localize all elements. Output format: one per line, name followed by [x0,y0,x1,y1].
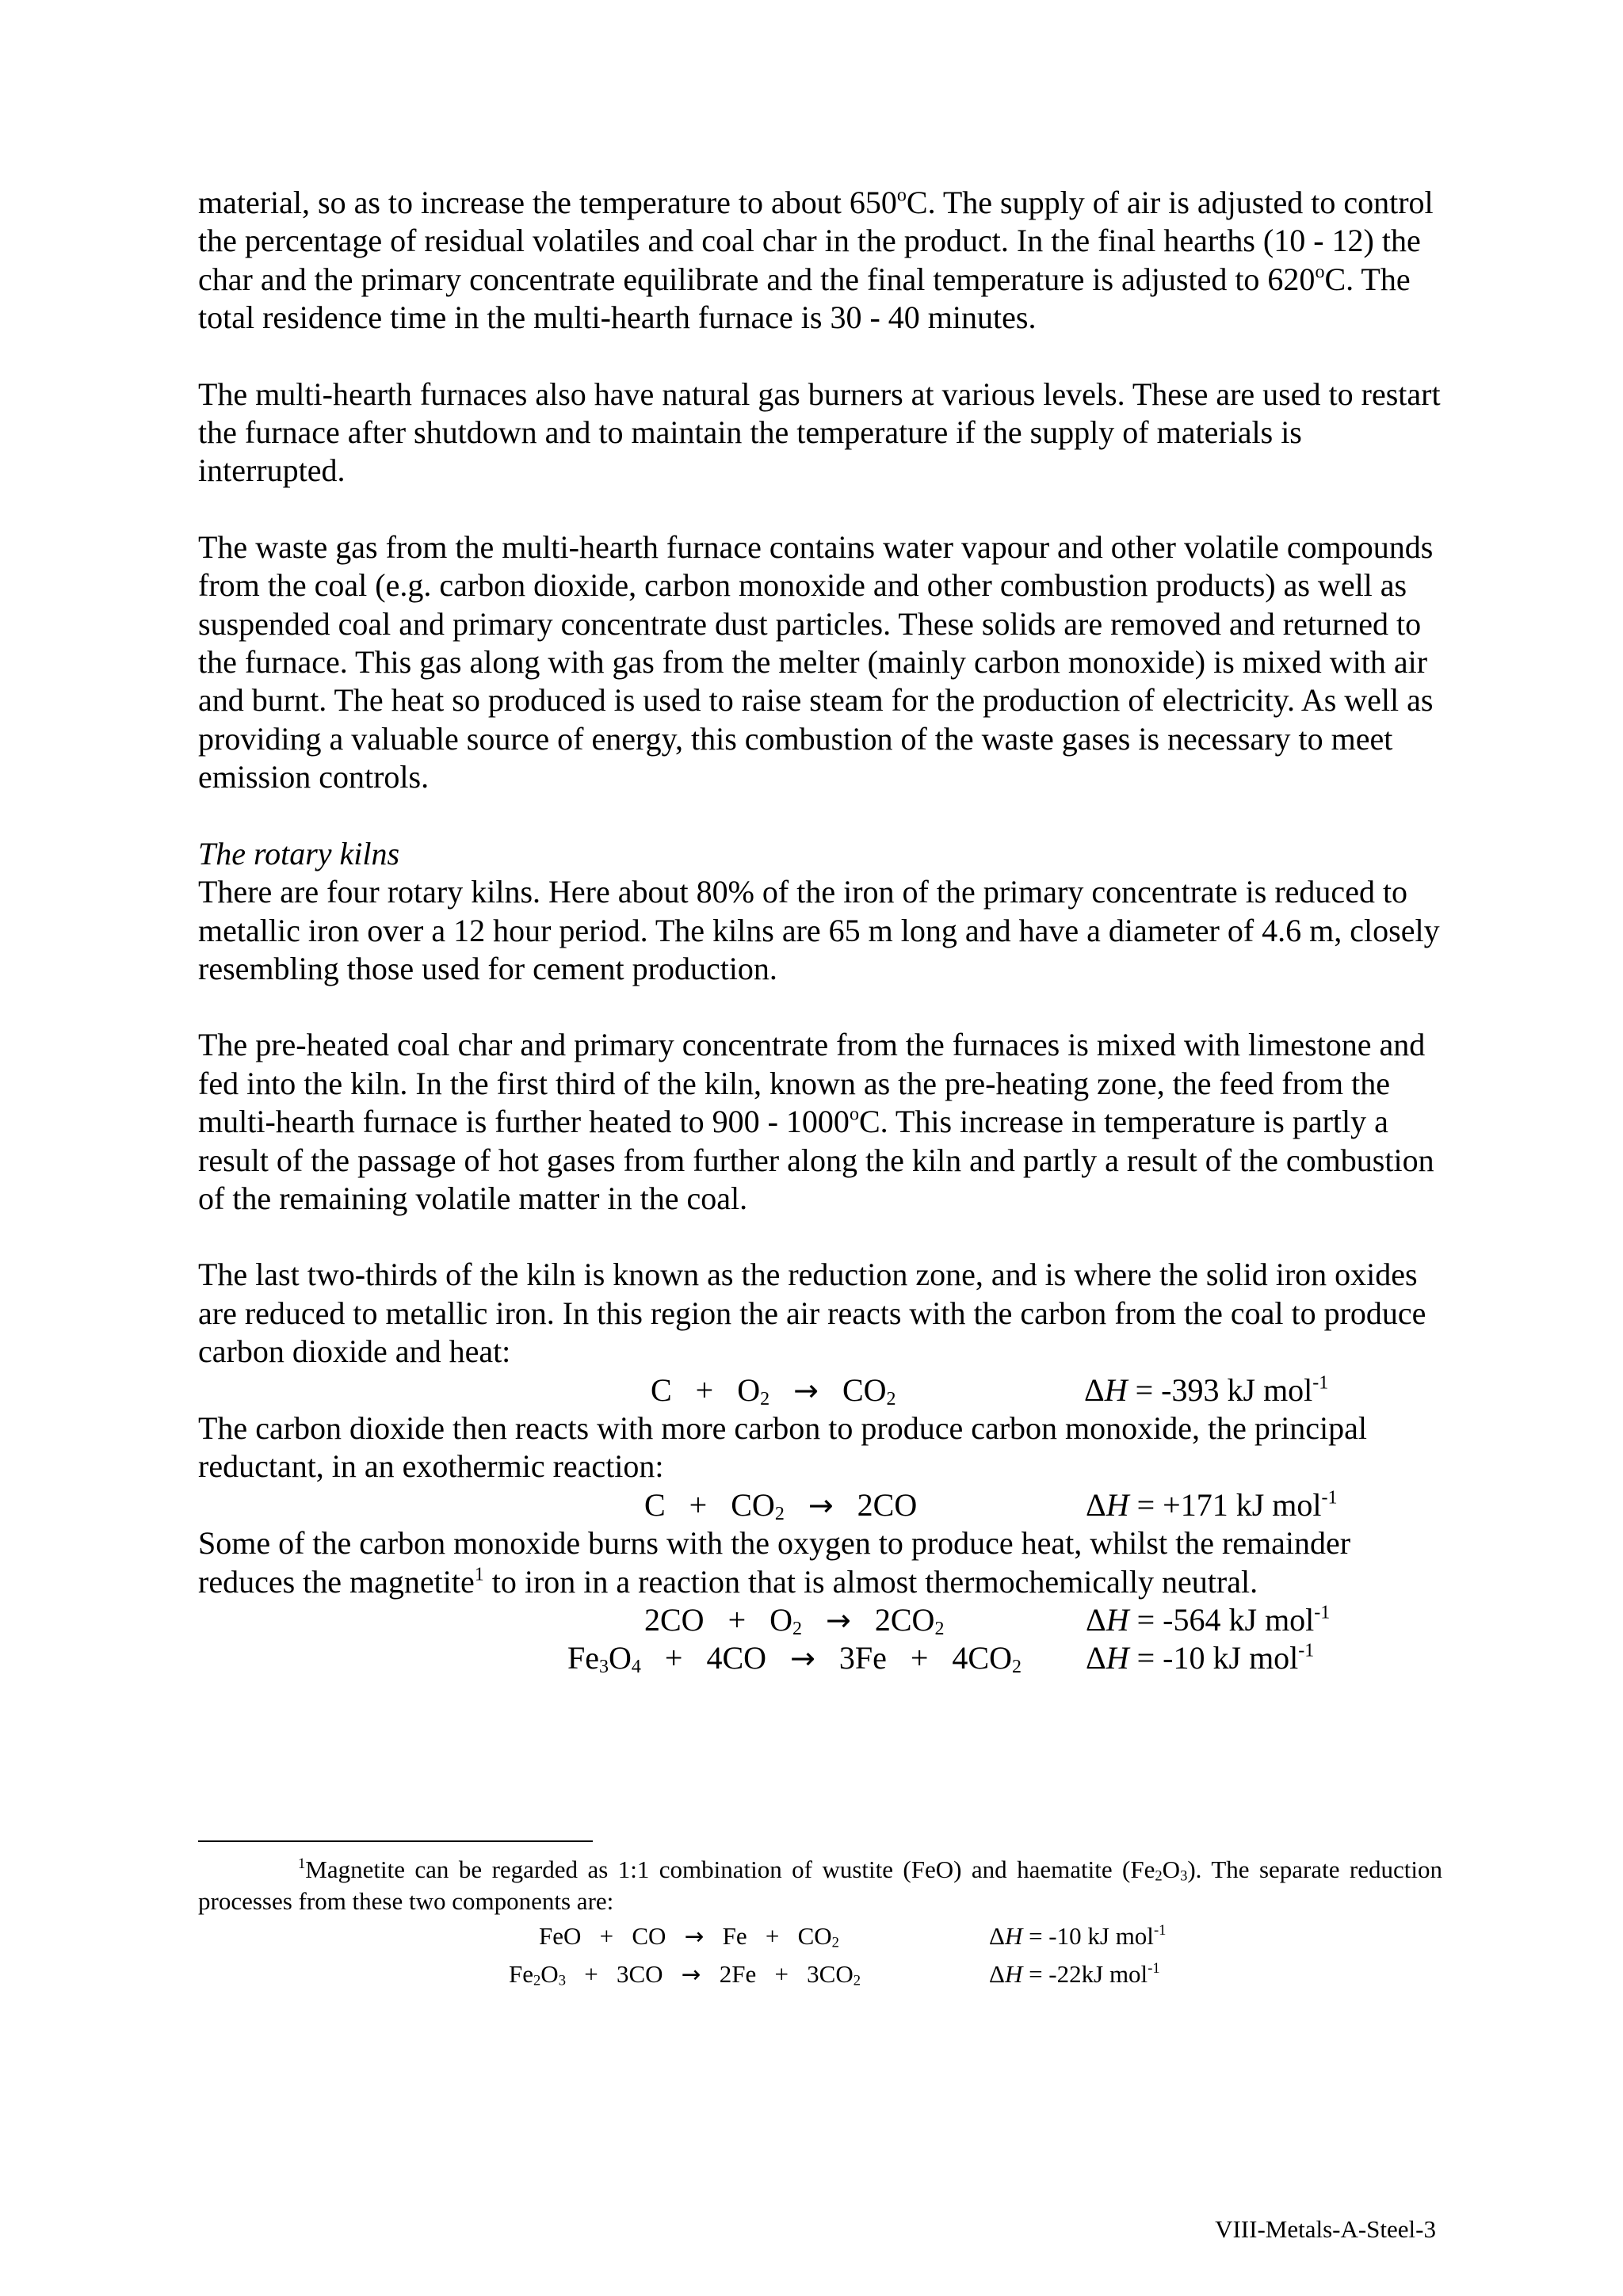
footnote-reference: 1 [474,1563,484,1585]
paragraph-reduction-zone: The last two-thirds of the kiln is known as the reduction zone, and is where the solid iron oxides are reduced to metallic iron. In this region the air reacts with the carbon from the coal to produce carbon dioxide and heat: [198,1257,1426,1370]
equation-magnetite-to-iron: $Fe_3O_4 + 4CO$ → $3Fe + 4CO_2$ ΔH = -10 kJ mol$^{-1}$ [567,1640,1315,1678]
equation-co-combustion: $2CO + O_2$ → $2CO_2$ ΔH = -564 kJ mol$^{-1}$ [644,1601,1331,1639]
arrow-icon: → [808,1487,834,1523]
footnote-equation-haematite: $Fe_2O_3 + 3CO$ → $2Fe + 3CO_2$ ΔH = -22kJ mol$^{-1}$ [509,1959,1160,1989]
paragraph-carbon-monoxide: The carbon dioxide then reacts with more carbon to produce carbon monoxide, the principal reductant, in an exothermic reaction: [198,1409,1368,1485]
footnote-text: $^1$Magnetite can be regarded as 1:1 combination of wustite (FeO) and haematite $(Fe_2O_3)$. The separate reduction processes from these two components are: [198,1855,1442,1915]
paragraph-gas-burners: The multi-hearth furnaces also have natural gas burners at various levels. These are used to restart the furnace after shutdown and to maintain the temperature if the supply of materials is interrupted. [198,376,1441,489]
paragraph-rotary-kilns: There are four rotary kilns. Here about 80% of the iron of the primary concentrate is reduced to metallic iron over a 12 hour period. The kilns are 65 m long and have a diameter of 4.6 m, closely resembling those used for cement production. [198,874,1440,986]
document-body [198,184,1442,1678]
footnote-marker: 1 [298,1855,306,1872]
arrow-icon: → [684,1923,705,1950]
equation-boudouard: $C + CO_2$ → 2CO ΔH = +171 kJ mol$^{-1}$ [644,1486,1338,1524]
page-footer-label: VIII-Metals-A-Steel-3 [1215,2215,1436,2243]
paragraph-magnetite-reduction: Some of the carbon monoxide burns with the oxygen to produce heat, whilst the remainder reduces the magnetite$^1$ to iron in a reaction that is almost thermochemically neutral. [198,1525,1351,1600]
arrow-icon: → [826,1602,851,1638]
section-heading-rotary-kilns: The rotary kilns [198,835,400,871]
arrow-icon: → [790,1641,815,1676]
footnote-equation-wustite: FeO + CO → $Fe + CO_2$ ΔH = -10 kJ mol$^{-1}$ [539,1921,1167,1951]
footnote [198,1854,1442,1993]
paragraph-multi-hearth-temperature: material, so as to increase the temperature to about 650$^o$C. The supply of air is adjusted to control the percentage of residual volatiles and coal char in the product. In the final hearths (10 - 12) the char and the primary concentrate equilibrate and the final temperature is adjusted to 620$^o$C. The total residence time in the multi-hearth furnace is 30 - 40 minutes. [198,185,1434,336]
arrow-icon: → [681,1961,701,1988]
paragraph-pre-heating-zone: The pre-heated coal char and primary concentrate from the furnaces is mixed with limestone and fed into the kiln. In the first third of the kiln, known as the pre-heating zone, the feed from the multi-hearth furnace is further heated to 900 - 1000$^o$C. This increase in temperature is partly a result of the passage of hot gases from further along the kiln and partly a result of the combustion of the remaining volatile matter in the coal. [198,1027,1434,1216]
paragraph-waste-gas: The waste gas from the multi-hearth furnace contains water vapour and other volatile compounds from the coal (e.g. carbon dioxide, carbon monoxide and other combustion products) as well as suspended coal and primary concentrate dust particles. These solids are removed and returned to the furnace. This gas along with gas from the melter (mainly carbon monoxide) is mixed with air and burnt. The heat so produced is used to raise steam for the production of electricity. As well as providing a valuable source of energy, this combustion of the waste gases is necessary to meet emission controls. [198,528,1434,795]
equation-carbon-combustion: $C + O_2$ → $CO_2$ ΔH = -393 kJ mol$^{-1}$ [651,1371,1329,1409]
arrow-icon: → [793,1372,819,1408]
footnote-separator [198,1840,593,1842]
